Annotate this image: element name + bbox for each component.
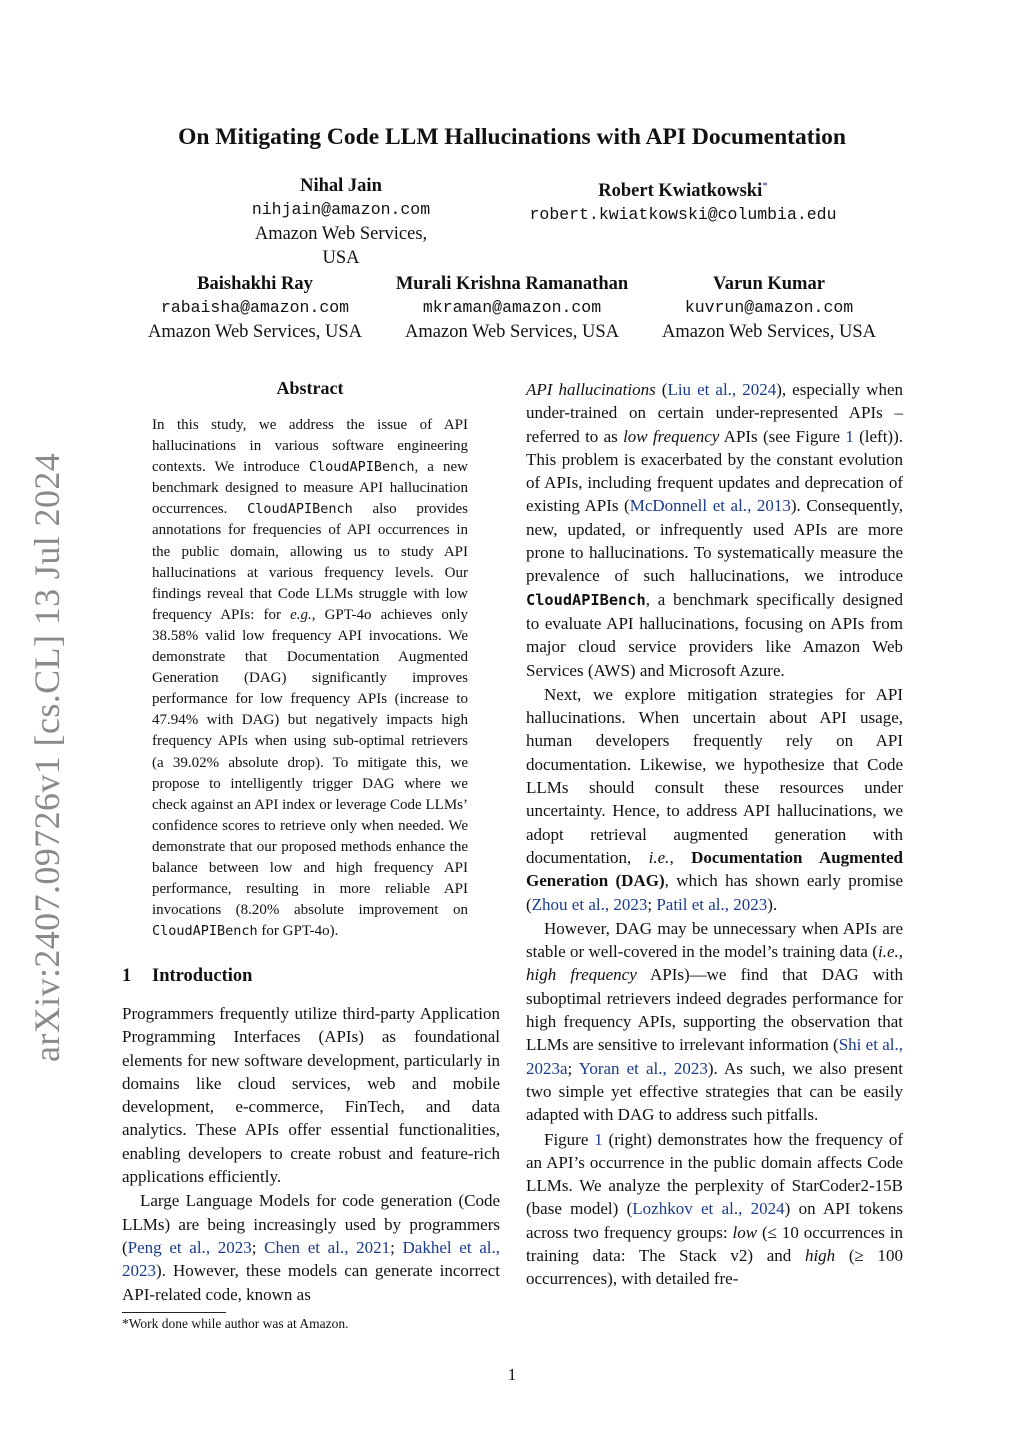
arxiv-identifier-stamp: arXiv:2407.09726v1 [cs.CL] 13 Jul 2024 xyxy=(27,452,67,1062)
citation-link[interactable]: Zhou et al., 2023 xyxy=(531,894,648,914)
author-name: Robert Kwiatkowski xyxy=(598,181,763,202)
author-affiliation: Amazon Web Services, USA xyxy=(148,322,362,342)
author-block xyxy=(642,272,896,344)
author-affiliation: Amazon Web Services, USA xyxy=(405,322,619,342)
author-email: rabaisha@amazon.com xyxy=(160,298,350,317)
citation-link[interactable]: Peng et al., 2023 xyxy=(127,1237,252,1257)
citation-link[interactable]: Dakhel et al., 2023 xyxy=(122,1237,501,1281)
citation-link[interactable]: Yoran et al., 2023 xyxy=(578,1058,708,1078)
footnote: *Work done while author was at Amazon. xyxy=(122,1316,349,1331)
author-affiliation: Amazon Web Services, USA xyxy=(662,322,876,342)
author-email: nihjain@amazon.com xyxy=(251,200,431,219)
author-email: robert.kwiatkowski@columbia.edu xyxy=(529,205,837,225)
benchmark-name: CloudAPIBench xyxy=(247,501,353,518)
footnote-divider xyxy=(122,1312,226,1313)
author-name: Nihal Jain xyxy=(300,176,382,196)
page-number: 1 xyxy=(507,1365,517,1384)
author-block xyxy=(510,174,856,227)
author-name: Baishakhi Ray xyxy=(197,274,313,294)
citation-link[interactable]: Chen et al., 2021 xyxy=(264,1237,391,1257)
citation-link[interactable]: Liu et al., 2024 xyxy=(667,380,777,399)
author-block xyxy=(241,174,441,270)
abstract-body: In this study, we address the issue of API hallucinations in various software engineering contexts. We introduce CloudAPIBench, a new benchmark designed to measure API hallucination occurrences. CloudAPIBench also provides annotations for frequencies of API occurrences in the public domain, allowing us to study API hallucinations at various frequency levels. Our findings reveal that Code LLMs struggle with low frequency APIs: for e.g., GPT-4o achieves only 38.58% valid low frequency API invocations. We demonstrate that Documentation Augmented Generation (DAG) significantly improves performance for low frequency APIs (increase to 47.94% with DAG) but negatively impacts high frequency APIs when using sub-optimal retrievers (a 39.02% absolute drop). To mitigate this, we propose to intelligently trigger DAG where we check against an API index or leverage Code LLMs’ confidence scores to retrieve only when needed. We demonstrate that our proposed methods enhance the balance between low and high frequency API performance, resulting in more reliable API invocations (8.20% absolute improvement on CloudAPIBench for GPT-4o). xyxy=(152,417,468,940)
benchmark-name: CloudAPIBench xyxy=(308,459,415,476)
figure-reference-link[interactable]: 1 xyxy=(594,1129,603,1149)
author-email: mkraman@amazon.com xyxy=(422,298,602,317)
author-name: Varun Kumar xyxy=(713,274,825,294)
abstract-heading: Abstract xyxy=(276,378,344,398)
citation-link[interactable]: McDonnell et al., 2013 xyxy=(629,496,791,516)
citation-link[interactable]: Patil et al., 2023 xyxy=(656,894,768,914)
author-name: Murali Krishna Ramanathan xyxy=(395,274,629,294)
paragraph: Programmers frequently utilize third-party Application Programming Interfaces (APIs) as foundational elements for new software development, particularly in domains like cloud services, web and mobile development, e-commerce, FinTech, and data analytics. These APIs offer essential functionalities, enabling developers to create robust and feature-rich applications efficiently. xyxy=(122,1004,500,1187)
left-column-text xyxy=(122,1002,500,1306)
section-heading-introduction: 1 Introduction xyxy=(122,966,253,986)
paragraph: Figure 1 (right) demonstrates how the frequency of an API’s occurrence in the public domain affects Code LLMs. We analyze the perplexity of StarCoder2-15B (base model) (Lozhkov et al., 2024) on API tokens across two frequency groups: low (≤ 10 occurrences in training data: The Stack v2) and high (≥ 100 occurrences), with detailed fre- xyxy=(526,1129,904,1289)
right-column-text xyxy=(526,378,903,1291)
figure-reference-link[interactable]: 1 xyxy=(845,426,854,446)
paragraph: However, DAG may be unnecessary when APIs are stable or well-covered in the model’s training data (i.e., high frequency APIs)—we find that DAG with suboptimal retrievers indeed degrades performance for high frequency APIs, supporting the observation that LLMs are sensitive to irrelevant information (Shi et al., 2023a; Yoran et al., 2023). As such, we also present two simple yet effective strategies that can be easily adapted with DAG to address such pitfalls. xyxy=(526,918,903,1125)
benchmark-name: CloudAPIBench xyxy=(152,923,258,940)
paper-title: On Mitigating Code LLM Hallucinations with API Documentation xyxy=(178,124,846,150)
author-email: kuvrun@amazon.com xyxy=(684,298,854,317)
author-block xyxy=(381,272,643,344)
footnote-marker[interactable]: * xyxy=(762,180,768,192)
paragraph: Large Language Models for code generation (Code LLMs) are being increasingly used by programmers (Peng et al., 2023; Chen et al., 2021; Dakhel et al., 2023). However, these models can generate incorrect API-related code, known as xyxy=(122,1191,501,1304)
citation-link[interactable]: Shi et al., 2023a xyxy=(526,1035,903,1078)
author-block xyxy=(128,272,382,344)
paragraph: Next, we explore mitigation strategies for API hallucinations. When uncertain about API usage, human developers frequently rely on API documentation. Likewise, we hypothesize that Code LLMs should consult these resources under uncertainty. Hence, to address API hallucinations, we adopt retrieval augmented generation with documentation, i.e., Documentation Augmented Generation (DAG), which has shown early promise (Zhou et al., 2023; Patil et al., 2023). xyxy=(526,684,903,914)
paragraph: API hallucinations (Liu et al., 2024), especially when under-trained on certain under-represented APIs – referred to as low frequency APIs (see Figure 1 (left)). This problem is exacerbated by the constant evolution of APIs, including frequent updates and deprecation of existing APIs (McDonnell et al., 2013). Consequently, new, updated, or infrequently used APIs are more prone to hallucinations. To systematically measure the prevalence of such hallucinations, we introduce CloudAPIBench, a benchmark specifically designed to evaluate API hallucinations, focusing on APIs from major cloud service providers like Amazon Web Services (AWS) and Microsoft Azure. xyxy=(526,380,904,680)
author-affiliation: Amazon Web Services, USA xyxy=(254,224,428,268)
benchmark-name: CloudAPIBench xyxy=(526,590,646,609)
citation-link[interactable]: Lozhkov et al., 2024 xyxy=(632,1199,785,1219)
